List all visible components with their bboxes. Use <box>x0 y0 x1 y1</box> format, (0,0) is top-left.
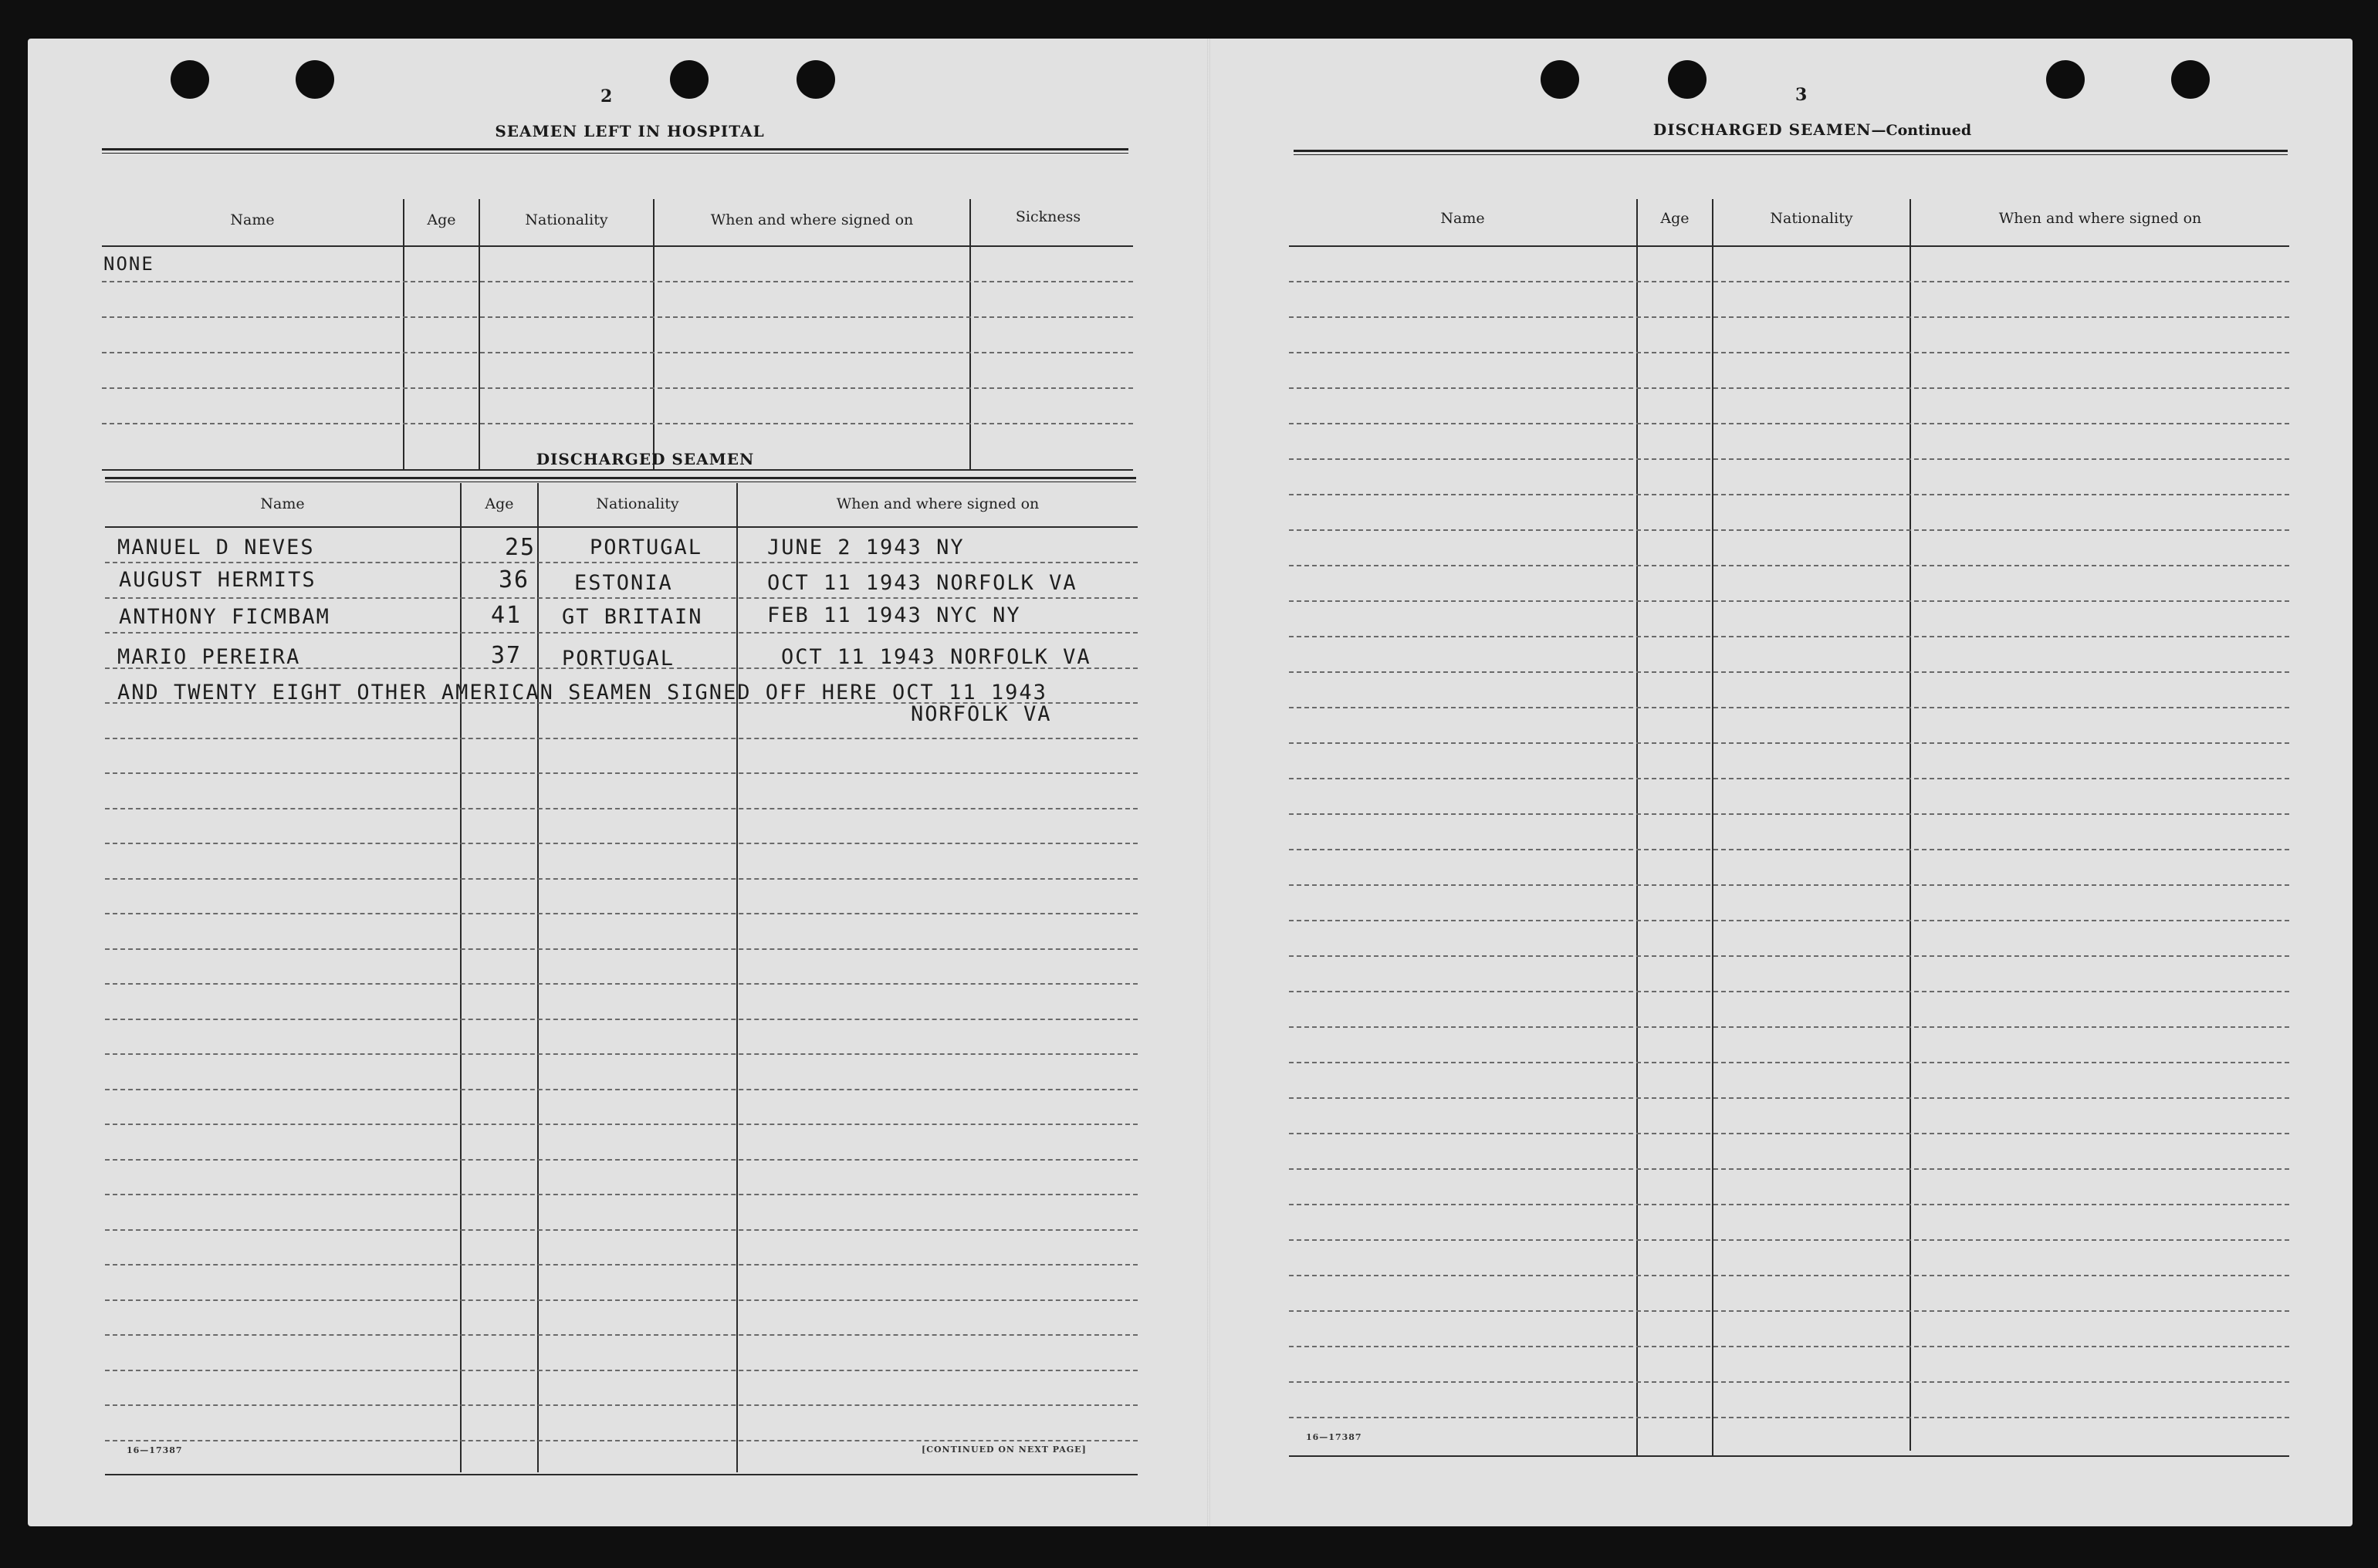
continued-suffix: —Continued <box>1871 122 1972 139</box>
header-rule <box>105 526 1138 528</box>
row-line <box>1289 671 2289 673</box>
row-line <box>105 1053 1138 1055</box>
col-header-nationality: Nationality <box>1770 210 1853 227</box>
row-line <box>1289 955 2289 957</box>
row-line <box>102 423 1133 424</box>
discharged-section-title: DISCHARGED SEAMEN <box>536 450 755 468</box>
row-line <box>105 1370 1138 1371</box>
row-line <box>105 808 1138 809</box>
row-line <box>1289 1062 2289 1063</box>
row-line <box>1289 387 2289 389</box>
column-divider <box>969 199 971 471</box>
hospital-section-title: SEAMEN LEFT IN HOSPITAL <box>495 122 765 140</box>
title-rule <box>1294 150 2288 155</box>
hospital-table <box>102 154 1133 471</box>
seaman-age: 25 <box>505 534 536 561</box>
row-line <box>105 632 1138 634</box>
left-page <box>28 39 1207 1526</box>
row-line <box>105 913 1138 914</box>
seaman-age: 36 <box>499 566 530 593</box>
row-line <box>1289 529 2289 531</box>
table-bottom-rule <box>1289 1455 2289 1457</box>
row-line <box>105 948 1138 950</box>
row-line <box>1289 1310 2289 1312</box>
row-line <box>105 1124 1138 1125</box>
seaman-nationality: GT BRITAIN <box>562 605 703 629</box>
row-line <box>105 1089 1138 1090</box>
seaman-name: MARIO PEREIRA <box>117 645 301 669</box>
row-line <box>1289 920 2289 921</box>
discharged-table <box>105 483 1138 1478</box>
row-line <box>1289 281 2289 282</box>
col-header-nationality: Nationality <box>525 211 608 228</box>
form-code: 16—17387 <box>127 1445 183 1455</box>
row-line <box>1289 707 2289 708</box>
seaman-signed-on: JUNE 2 1943 NY <box>767 536 965 559</box>
col-header-name: Name <box>230 211 275 228</box>
row-line <box>1289 1417 2289 1418</box>
col-header-signed-on: When and where signed on <box>836 495 1040 512</box>
column-divider <box>653 199 655 471</box>
row-line <box>1289 1381 2289 1383</box>
discharged-continued-title <box>1596 120 2028 139</box>
row-line <box>105 1194 1138 1195</box>
row-line <box>1289 813 2289 815</box>
table-bottom-rule <box>102 469 1133 471</box>
row-line <box>105 562 1138 563</box>
row-line <box>1289 565 2289 566</box>
row-line <box>102 281 1133 282</box>
col-header-name: Name <box>260 495 305 512</box>
header-rule <box>1289 245 2289 247</box>
row-line <box>1289 458 2289 460</box>
row-line <box>105 738 1138 739</box>
form-code: 16—17387 <box>1306 1432 1362 1442</box>
row-line <box>105 983 1138 985</box>
page-number: 3 <box>1795 85 1808 105</box>
row-line <box>1289 1346 2289 1347</box>
header-rule <box>102 245 1133 247</box>
col-header-signed-on: When and where signed on <box>1998 210 2202 227</box>
row-line <box>105 597 1138 599</box>
row-line <box>1289 742 2289 744</box>
row-line <box>1289 600 2289 602</box>
hospital-entry: NONE <box>103 253 154 275</box>
right-page <box>1210 39 2353 1526</box>
row-line <box>1289 884 2289 886</box>
discharged-title-text: DISCHARGED SEAMEN <box>1652 120 1872 139</box>
row-line <box>105 1229 1138 1231</box>
seaman-name: MANUEL D NEVES <box>117 536 315 559</box>
discharged-title-rule <box>105 477 1136 482</box>
row-line <box>105 1334 1138 1336</box>
col-header-age: Age <box>1660 210 1690 227</box>
row-line <box>105 878 1138 880</box>
row-line <box>105 772 1138 774</box>
row-line <box>1289 316 2289 318</box>
col-header-signed-on: When and where signed on <box>710 211 914 228</box>
seaman-nationality: PORTUGAL <box>562 647 675 671</box>
row-line <box>105 1440 1138 1441</box>
row-line <box>1289 1133 2289 1134</box>
row-line <box>1289 1239 2289 1241</box>
row-line <box>105 1299 1138 1301</box>
row-line <box>102 316 1133 318</box>
row-line <box>1289 1204 2289 1205</box>
row-line <box>105 843 1138 844</box>
seaman-signed-on: OCT 11 1943 NORFOLK VA <box>781 645 1091 669</box>
discharge-note-location: NORFOLK VA <box>911 702 1052 726</box>
column-divider <box>479 199 480 471</box>
table-bottom-rule <box>105 1474 1138 1475</box>
row-line <box>1289 1026 2289 1028</box>
seaman-age: 37 <box>491 642 523 669</box>
row-line <box>105 1404 1138 1406</box>
row-line <box>1289 1275 2289 1276</box>
row-line <box>1289 1097 2289 1099</box>
row-line <box>1289 352 2289 353</box>
row-line <box>1289 849 2289 850</box>
column-divider <box>403 199 404 471</box>
discharge-note: AND TWENTY EIGHT OTHER AMERICAN SEAMEN SIGNED OFF HERE OCT 11 1943 <box>117 681 1047 705</box>
seaman-nationality: PORTUGAL <box>590 536 703 559</box>
row-line <box>1289 991 2289 992</box>
discharged-continued-table <box>1289 156 2289 1460</box>
seaman-signed-on: OCT 11 1943 NORFOLK VA <box>767 571 1077 595</box>
row-line <box>1289 636 2289 637</box>
row-line <box>105 1264 1138 1266</box>
col-header-age: Age <box>485 495 514 512</box>
seaman-name: AUGUST HERMITS <box>119 568 316 592</box>
col-header-sickness: Sickness <box>1015 208 1081 225</box>
row-line <box>1289 1168 2289 1170</box>
seaman-signed-on: FEB 11 1943 NYC NY <box>767 603 1021 627</box>
row-line <box>1289 494 2289 495</box>
row-line <box>105 1019 1138 1020</box>
document-sheet <box>28 39 2353 1526</box>
continued-note: [CONTINUED ON NEXT PAGE] <box>922 1445 1087 1455</box>
row-line <box>102 387 1133 389</box>
col-header-nationality: Nationality <box>596 495 679 512</box>
col-header-name: Name <box>1440 210 1485 227</box>
row-line <box>102 352 1133 353</box>
col-header-age: Age <box>427 211 456 228</box>
page-number: 2 <box>600 86 613 106</box>
row-line <box>1289 423 2289 424</box>
hospital-title-rule <box>102 148 1128 154</box>
seaman-name: ANTHONY FICMBAM <box>119 605 330 629</box>
row-line <box>105 1159 1138 1161</box>
row-line <box>1289 778 2289 779</box>
seaman-nationality: ESTONIA <box>574 571 673 595</box>
seaman-age: 41 <box>491 602 523 629</box>
